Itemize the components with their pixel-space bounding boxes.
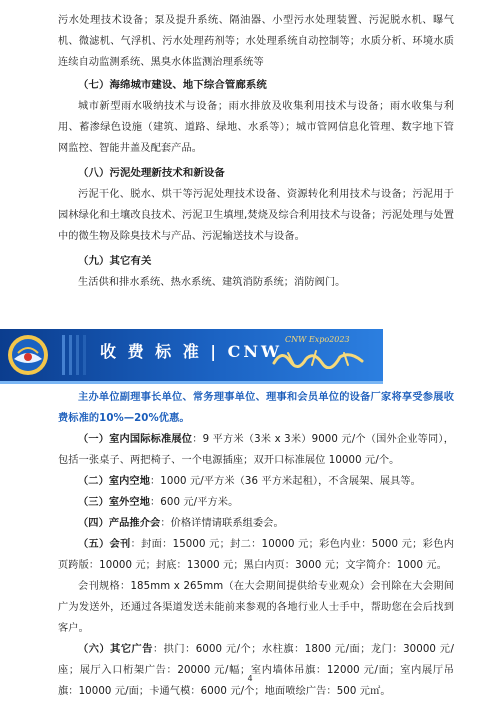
fee-item-label: （三）室外空地 xyxy=(78,497,151,508)
banner-white-end xyxy=(383,329,500,381)
fee-item-text: ：600 元/平方米。 xyxy=(150,497,239,508)
banner-title: 收 费 标 准 | CNW xyxy=(100,342,283,361)
calligraphy-logo-icon xyxy=(270,347,370,369)
paragraph-water-treatment: 污水处理技术设备；泵及提升系统、隔油器、小型污水处理装置、污泥脱水机、曝气机、微滤机、气浮机、污水处理药剂等；水处理系统自动控制等；水质分析、环境水质连续自动监测系统、黑臭水体监测治理系统等 xyxy=(58,15,454,68)
heading-sludge: （八）污泥处理新技术和新设备 xyxy=(78,167,225,179)
fee-item-label: （六）其它广告 xyxy=(78,644,153,655)
fee-item-other-ads xyxy=(58,639,454,702)
fee-section xyxy=(58,387,454,702)
cnw-logo-icon xyxy=(6,333,50,377)
fee-item-text: ：封面：15000 元；封二：10000 元；彩色内业：5000 元；彩色内页跨版：10000 元；封底：13000 元；黑白内页：3000 元；文字简介：1000 元。 xyxy=(58,539,454,571)
banner-stripe-decoration xyxy=(60,335,92,375)
fee-item-label: （二）室内空地 xyxy=(78,476,151,487)
paragraph-other: 生活供和排水系统、热水系统、建筑消防系统；消防阀门。 xyxy=(78,277,346,288)
exhibit-scope-section xyxy=(58,10,454,293)
banner-background xyxy=(0,329,383,384)
fee-item-catalog xyxy=(58,534,454,576)
fee-item-label: （四）产品推介会 xyxy=(78,518,161,529)
catalog-spec-paragraph: 会刊规格：185mm x 265mm（在大会期间提供给专业观众）会刊除在大会期间广为发送外，还通过各渠道发送未能前来参观的各地行业人士手中，帮助您在会后找到客户。 xyxy=(58,581,454,634)
fee-item-indoor-space xyxy=(58,471,454,492)
fee-item-outdoor-space xyxy=(58,492,454,513)
fee-banner xyxy=(0,329,500,381)
fee-item-label: （五）会刊 xyxy=(78,539,131,550)
page-number: 4 xyxy=(247,674,253,683)
fee-item-text: ：1000 元/平方米（36 平方米起租），不含展架、展具等。 xyxy=(150,476,421,487)
banner-expo-label: CNW Expo2023 xyxy=(285,335,350,344)
fee-item-text: ：9 平方米（3米 x 3米）9000 元/个（国外企业等同），包括一张桌子、两把椅子、一个电源插座；双开口标准展位 10000 元/个。 xyxy=(58,434,454,466)
fee-item-standard-booth xyxy=(58,429,454,471)
paragraph-sponge-city: 城市新型雨水吸纳技术与设备；雨水排放及收集利用技术与设备；雨水收集与利用、蓄渗绿色设施（建筑、道路、绿地、水系等）；城市管网信息化管理、数字地下管网监控、智能井盖及配套产品。 xyxy=(58,101,454,154)
fee-item-text: ：价格详情请联系组委会。 xyxy=(160,518,284,529)
paragraph-sludge: 污泥干化、脱水、烘干等污泥处理技术设备、资源转化利用技术与设备；污泥用于园林绿化和土壤改良技术、污泥卫生填埋,焚烧及综合利用技术与设备；污泥处理与处置中的微生物及除臭技术与产品、污泥输送技术与设备。 xyxy=(58,189,454,242)
heading-sponge-city: （七）海绵城市建设、地下综合管廊系统 xyxy=(78,79,267,91)
fee-item-product-launch xyxy=(58,513,454,534)
discount-intro: 主办单位副理事长单位、常务理事单位、理事和会员单位的设备厂家将享受参展收费标准的10%—20%优惠。 xyxy=(58,392,454,424)
heading-other: （九）其它有关 xyxy=(78,255,152,267)
fee-item-text: ：拱门：6000 元/个；水柱旗：1800 元/面；龙门：30000 元/座；展厅入口桁架广告：20000 元/幅；室内墙体吊旗：12000 元/面；室内展厅吊旗：10000 元/面；卡通气模：6000 元/个；地面喷绘广告：500 元㎡。 xyxy=(58,644,454,697)
fee-item-label: （一）室内国际标准展位 xyxy=(78,434,193,445)
